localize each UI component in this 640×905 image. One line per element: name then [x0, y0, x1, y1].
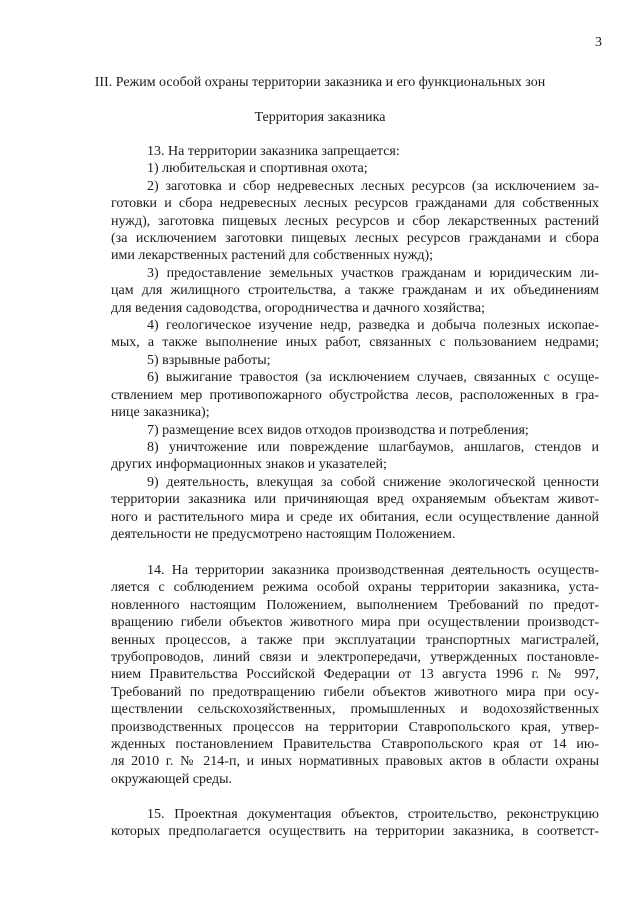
text-line: нием Правительства Российской Федерации от 13 августа 1996 г. № 997, — [111, 667, 599, 683]
text-line: (за исключением заготовки пищевых лесных ресурсов гражданами и сбора — [111, 231, 599, 247]
text-line: мых, а также выполнение иных работ, связанных с пользованием недрами; — [111, 335, 599, 351]
page-number: 3 — [595, 35, 602, 50]
text-line: 4) геологическое изучение недр, разведка и добыча полезных ископае- — [147, 318, 599, 334]
text-line: деятельности не предусмотрено настоящим Положением. — [111, 526, 456, 542]
text-line: ществлении сельскохозяйственных, промышленных и водохозяйственных — [111, 702, 599, 718]
text-line: ими лекарственных растений для собственных нужд); — [111, 248, 434, 264]
text-line: цам для жилищного строительства, а также гражданам и их объединениям — [111, 283, 599, 299]
text-line: территории заказника или причиняющая вред охраняемым объектам живот- — [111, 492, 599, 508]
text-line: новленного настоящим Положением, выполнением Требований по предот- — [111, 597, 599, 613]
text-line: для ведения садоводства, огородничества и дачного хозяйства; — [111, 300, 485, 316]
paragraph-13 — [111, 143, 599, 543]
text-line: производственных процессов на территории Ставропольского края, утвер- — [111, 719, 599, 735]
text-line: ляется с соблюдением режима особой охраны территории заказника, уста- — [111, 580, 599, 596]
text-line: 14. На территории заказника производственная деятельность осуществ- — [147, 563, 599, 578]
text-line: вращению гибели объектов животного мира при осуществлении производст- — [111, 615, 599, 631]
text-line: 1) любительская и спортивная охота; — [147, 161, 368, 177]
section-heading: III. Режим особой охраны территории заказника и его функциональных зон — [94, 75, 546, 90]
text-line: Требований по предотвращению гибели объектов животного мира при осу- — [111, 684, 599, 700]
text-line: трубопроводов, линий связи и электропередачи, утвержденных постановле- — [111, 650, 599, 666]
text-line: 6) выжигание травостоя (за исключением случаев, связанных с осуще- — [147, 370, 599, 386]
text-line: ля 2010 г. № 214-п, и иных нормативных правовых актов в области охраны — [111, 754, 599, 770]
paragraph-15 — [111, 806, 599, 841]
text-line: венных процессов, а также при эксплуатации транспортных магистралей, — [111, 632, 599, 648]
text-line: готовки и сбора недревесных лесных ресурсов гражданами для собственных — [111, 196, 599, 212]
text-line: 8) уничтожение или повреждение шлагбаумов, аншлагов, стендов и — [147, 439, 599, 455]
text-line: окружающей среды. — [111, 771, 233, 787]
text-line: 9) деятельность, влекущая за собой снижение экологической ценности — [147, 474, 599, 490]
text-line: жденных постановлением Правительства Ставропольского края от 14 ию- — [111, 737, 599, 753]
text-line: ного и растительного мира и среде их обитания, если осуществление данной — [111, 509, 599, 525]
text-line: 15. Проектная документация объектов, строительство, реконструкцию — [147, 807, 599, 822]
sub-heading: Территория заказника — [254, 110, 386, 125]
text-line: других информационных знаков и указателей; — [111, 457, 387, 473]
text-line: 2) заготовка и сбор недревесных лесных ресурсов (за исключением за- — [147, 178, 599, 194]
text-line: 7) размещение всех видов отходов производства и потребления; — [147, 422, 529, 438]
text-line: нужд), заготовка пищевых лесных ресурсов и сбор лекарственных растений — [111, 213, 599, 229]
text-line: 13. На территории заказника запрещается: — [147, 144, 400, 159]
text-line: которых предполагается осуществить на территории заказника, в соответст- — [111, 824, 599, 840]
text-line: ствлением мер противопожарного обустройства лесов, расположенных в гра- — [111, 387, 599, 403]
paragraph-14 — [111, 562, 599, 788]
text-line: 3) предоставление земельных участков гражданам и юридическим ли- — [147, 265, 599, 281]
text-line: нице заказника); — [111, 405, 210, 421]
text-line: 5) взрывные работы; — [147, 352, 271, 368]
